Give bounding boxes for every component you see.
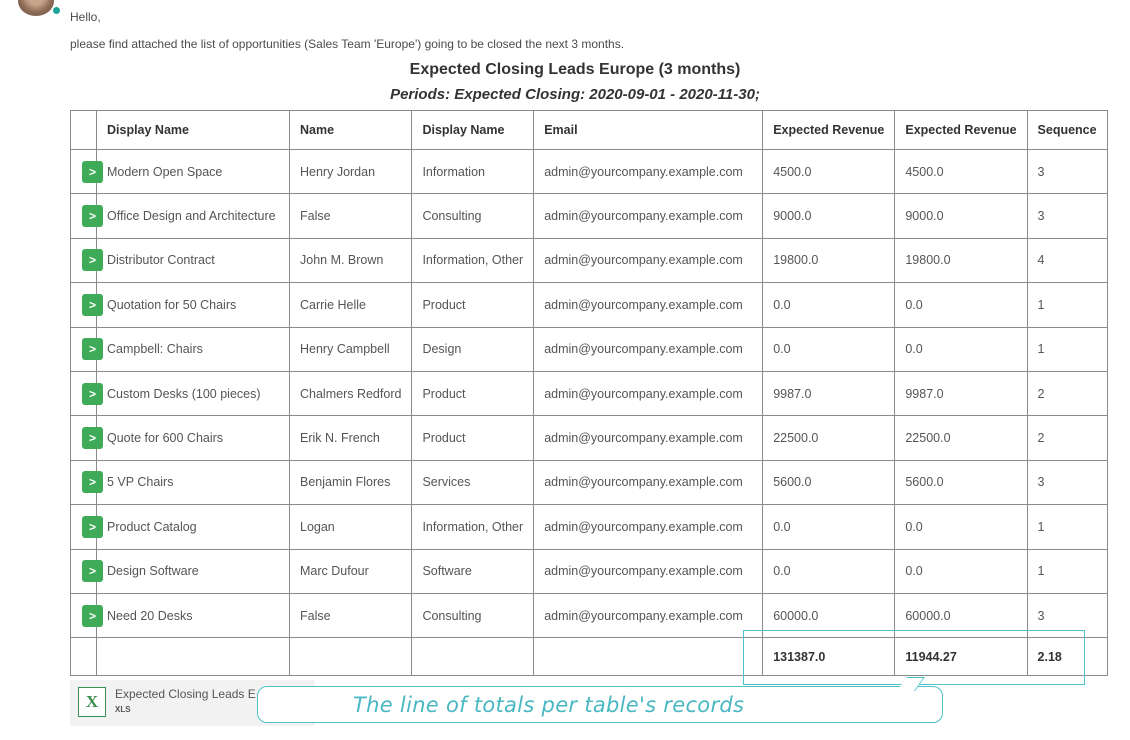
annotation-callout — [257, 686, 943, 723]
table-cell: Marc Dufour — [290, 549, 412, 593]
lead-display-name-cell — [71, 549, 290, 593]
table-cell: admin@yourcompany.example.com — [534, 194, 763, 238]
sender-avatar — [18, 0, 54, 16]
table-cell: 22500.0 — [763, 416, 895, 460]
open-record-button[interactable]: > — [82, 605, 103, 627]
lead-display-name-cell — [71, 416, 290, 460]
table-row — [71, 505, 1108, 549]
open-record-button[interactable]: > — [82, 427, 103, 449]
column-header: Sequence — [1027, 111, 1107, 150]
table-cell: 9000.0 — [895, 194, 1027, 238]
table-row — [71, 416, 1108, 460]
callout-text: The line of totals per table's records — [353, 693, 745, 717]
table-cell: Logan — [290, 505, 412, 549]
table-cell: admin@yourcompany.example.com — [534, 460, 763, 504]
cell-text: Office Design and Architecture — [107, 209, 276, 224]
table-cell: 0.0 — [895, 549, 1027, 593]
cell-text: Modern Open Space — [107, 164, 223, 179]
table-row — [71, 150, 1108, 194]
table-row — [71, 327, 1108, 371]
open-record-button[interactable]: > — [82, 161, 103, 183]
table-cell: 0.0 — [763, 549, 895, 593]
table-cell: 1 — [1027, 327, 1107, 371]
table-cell: Information, Other — [412, 505, 534, 549]
table-cell: 3 — [1027, 593, 1107, 637]
table-cell: 0.0 — [895, 283, 1027, 327]
table-row — [71, 194, 1108, 238]
lead-display-name-cell — [71, 327, 290, 371]
table-cell: 19800.0 — [895, 238, 1027, 282]
table-cell: 4 — [1027, 238, 1107, 282]
table-cell: Consulting — [412, 593, 534, 637]
table-cell: John M. Brown — [290, 238, 412, 282]
lead-display-name-cell — [71, 194, 290, 238]
intro-text: please find attached the list of opportunities (Sales Team 'Europe') going to be closed the next 3 months. — [70, 37, 625, 51]
table-cell: Product — [412, 416, 534, 460]
totals-row — [71, 638, 1108, 676]
table-cell: 2 — [1027, 371, 1107, 415]
table-cell: admin@yourcompany.example.com — [534, 549, 763, 593]
cell-text: Design Software — [107, 564, 199, 579]
table-cell: 3 — [1027, 194, 1107, 238]
table-cell: Services — [412, 460, 534, 504]
table-cell: admin@yourcompany.example.com — [534, 327, 763, 371]
table-row — [71, 549, 1108, 593]
total-cell — [71, 638, 290, 676]
table-body — [71, 150, 1108, 676]
table-cell: Design — [412, 327, 534, 371]
table-cell: 2 — [1027, 416, 1107, 460]
leads-table — [70, 110, 1108, 676]
table-header-row — [71, 111, 1108, 150]
cell-text: Quotation for 50 Chairs — [107, 297, 237, 312]
column-header: Expected Revenue — [895, 111, 1027, 150]
open-record-button[interactable]: > — [82, 249, 103, 271]
table-cell: False — [290, 593, 412, 637]
table-cell: Software — [412, 549, 534, 593]
table-cell: 60000.0 — [763, 593, 895, 637]
table-row — [71, 371, 1108, 415]
table-cell: 3 — [1027, 460, 1107, 504]
total-cell — [412, 638, 534, 676]
table-cell: Product — [412, 371, 534, 415]
table-cell: 5600.0 — [763, 460, 895, 504]
table-cell: admin@yourcompany.example.com — [534, 150, 763, 194]
excel-file-icon: X — [78, 687, 106, 717]
table-row — [71, 460, 1108, 504]
table-cell: 4500.0 — [895, 150, 1027, 194]
cell-text: Need 20 Desks — [107, 608, 193, 623]
cell-text: Distributor Contract — [107, 253, 215, 268]
cell-text: Custom Desks (100 pieces) — [107, 386, 261, 401]
table-cell: 0.0 — [763, 327, 895, 371]
lead-display-name-cell — [71, 460, 290, 504]
lead-display-name-cell — [71, 283, 290, 327]
table-cell: Henry Jordan — [290, 150, 412, 194]
table-cell: 60000.0 — [895, 593, 1027, 637]
attachment-extension: XLS — [115, 705, 131, 714]
open-record-button[interactable]: > — [82, 471, 103, 493]
column-header: Email — [534, 111, 763, 150]
table-cell: 19800.0 — [763, 238, 895, 282]
table-cell: 22500.0 — [895, 416, 1027, 460]
table-cell: Carrie Helle — [290, 283, 412, 327]
table-cell: 9000.0 — [763, 194, 895, 238]
column-header: Name — [290, 111, 412, 150]
table-row — [71, 238, 1108, 282]
table-cell: admin@yourcompany.example.com — [534, 593, 763, 637]
column-header: Display Name — [412, 111, 534, 150]
table-cell: 1 — [1027, 283, 1107, 327]
table-cell: Erik N. French — [290, 416, 412, 460]
table-cell: 0.0 — [895, 327, 1027, 371]
open-record-button[interactable]: > — [82, 560, 103, 582]
table-cell: 4500.0 — [763, 150, 895, 194]
lead-display-name-cell — [71, 150, 290, 194]
table-cell: admin@yourcompany.example.com — [534, 283, 763, 327]
table-cell: 0.0 — [763, 283, 895, 327]
lead-display-name-cell — [71, 371, 290, 415]
cell-text: 5 VP Chairs — [107, 475, 174, 490]
table-row — [71, 283, 1108, 327]
column-header: Display Name — [71, 111, 290, 150]
report-title: Expected Closing Leads Europe (3 months) — [409, 61, 741, 78]
open-record-button[interactable]: > — [82, 294, 103, 316]
column-header: Expected Revenue — [763, 111, 895, 150]
total-cell — [534, 638, 763, 676]
total-cell: 11944.27 — [895, 638, 1027, 676]
table-cell: admin@yourcompany.example.com — [534, 416, 763, 460]
lead-display-name-cell — [71, 505, 290, 549]
table-row — [71, 593, 1108, 637]
table-cell: 0.0 — [763, 505, 895, 549]
total-cell: 2.18 — [1027, 638, 1107, 676]
table-cell: Consulting — [412, 194, 534, 238]
table-cell: Information, Other — [412, 238, 534, 282]
total-cell — [290, 638, 412, 676]
table-cell: 5600.0 — [895, 460, 1027, 504]
table-cell: 1 — [1027, 505, 1107, 549]
table-cell: admin@yourcompany.example.com — [534, 505, 763, 549]
cell-text: Campbell: Chairs — [107, 342, 203, 357]
greeting-text: Hello, — [70, 10, 101, 24]
table-cell: Chalmers Redford — [290, 371, 412, 415]
table-cell: Benjamin Flores — [290, 460, 412, 504]
table-cell: 1 — [1027, 549, 1107, 593]
lead-display-name-cell — [71, 238, 290, 282]
table-cell: admin@yourcompany.example.com — [534, 238, 763, 282]
online-status-indicator — [52, 6, 61, 15]
table-cell: admin@yourcompany.example.com — [534, 371, 763, 415]
table-cell: False — [290, 194, 412, 238]
cell-text: Quote for 600 Chairs — [107, 431, 224, 446]
table-cell: Product — [412, 283, 534, 327]
cell-text: Product Catalog — [107, 519, 197, 534]
lead-display-name-cell — [71, 593, 290, 637]
total-cell: 131387.0 — [763, 638, 895, 676]
attachment-name: Expected Closing Leads E — [115, 687, 256, 701]
open-record-button[interactable]: > — [82, 383, 103, 405]
table-cell: 9987.0 — [763, 371, 895, 415]
report-periods: Periods: Expected Closing: 2020-09-01 - 2020-11-30; — [390, 86, 760, 103]
table-cell: 9987.0 — [895, 371, 1027, 415]
open-record-button[interactable]: > — [82, 205, 103, 227]
table-cell: 3 — [1027, 150, 1107, 194]
open-record-button[interactable]: > — [82, 338, 103, 360]
table-cell: Information — [412, 150, 534, 194]
table-cell: Henry Campbell — [290, 327, 412, 371]
open-record-button[interactable]: > — [82, 516, 103, 538]
table-cell: 0.0 — [895, 505, 1027, 549]
